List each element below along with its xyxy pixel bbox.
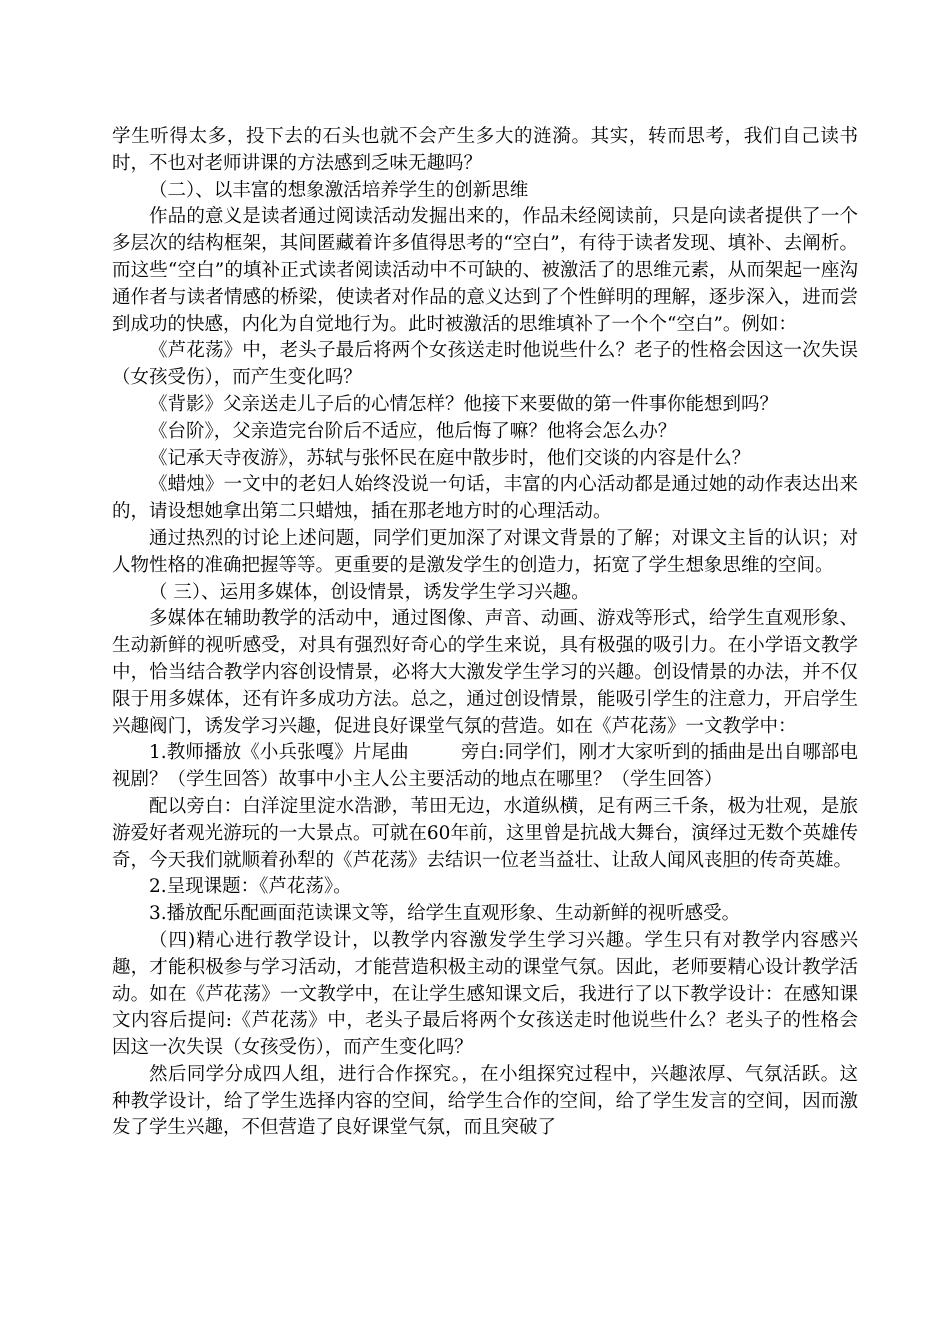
- paragraph-step-1: [112, 740, 858, 794]
- paragraph-body: 作品的意义是读者通过阅读活动发掘出来的，作品未经阅读前，只是向读者提供了一个多层次的结构框架，其间匿藏着许多值得思考的“空白”，有待于读者发现、填补、去阐析。而这些“空白”的填补正式读者阅读活动中不可缺的、被激活了的思维元素，从而架起一座沟通作者与读者情感的桥梁，使读者对作品的意义达到了个性鲜明的理解，逐步深入，进而尝到成功的快感，内化为自觉地行为。此时被激活的思维填补了一个个“空白”。例如：: [112, 206, 858, 335]
- paragraph-group-work: 然后同学分成四人组，进行合作探究。，在小组探究过程中，兴趣浓厚、气氛活跃。这种教学设计，给了学生选择内容的空间，给学生合作的空间，给了学生发言的空间，因而激发了学生兴趣，不但营造了良好课堂气氛，而且突破了: [112, 1063, 858, 1139]
- paragraph-question-taijie: 《台阶》，父亲造完台阶后不适应，他后悔了嘛？他将会怎么办？: [149, 420, 677, 442]
- paragraph-discussion: 通过热烈的讨论上述问题，同学们更加深了对课文背景的了解；对课文主旨的认识；对人物性格的准确把握等等。更重要的是激发学生的创造力，拓宽了学生想象思维的空间。: [112, 527, 858, 576]
- section-heading-2: （二）、以丰富的想象激活培养学生的创新思维: [149, 179, 529, 201]
- document-page: [112, 124, 858, 1142]
- paragraph-step-3: 3.播放配乐配画面范读课文等，给学生直观形象、生动新鲜的视听感受。: [149, 903, 741, 925]
- paragraph-design: （四)精心进行教学设计，以教学内容激发学生学习兴趣。学生只有对教学内容感兴趣，才能积极参与学习活动，才能营造积极主动的课堂气氛。因此，老师要精心设计教学活动。如在《芦花荡》一文教学中，在让学生感知课文后，我进行了以下教学设计：在感知课文内容后提问:《芦花荡》中，老头子最后将两个女孩送走时他说些什么？老头子的性格会因这一次失误（女孩受伤），而产生变化吗？: [112, 929, 858, 1059]
- paragraph-step-2: 2.呈现课题：《芦花荡》。: [149, 876, 352, 898]
- paragraph-multimedia: 多媒体在辅助教学的活动中，通过图像、声音、动画、游戏等形式，给学生直观形象、生动新鲜的视听感受，对具有强烈好奇心的学生来说，具有极强的吸引力。在小学语文教学中，恰当结合教学内容创设情景，必将大大激发学生学习的兴趣。创设情景的办法，并不仅限于用多媒体，还有许多成功方法。总之，通过创设情景，能吸引学生的注意力，开启学生兴趣阀门，诱发学习兴趣，促进良好课堂气氛的营造。如在《芦花荡》一文教学中：: [112, 608, 858, 737]
- paragraph-narration: 配以旁白：白洋淀里淀水浩渺，苇田无边，水道纵横，足有两三千条，极为壮观，是旅游爱好者观光游玩的一大景点。可就在60年前，这里曾是抗战大舞台，演绎过无数个英雄传奇，今天我们就顺着孙犁的《芦花荡》去结识一位老当益壮、让敌人闻风丧胆的传奇英雄。: [112, 795, 858, 871]
- paragraph-question-beiying: 《背影》父亲送走儿子后的心情怎样？他接下来要做的第一件事你能想到吗？: [149, 393, 779, 415]
- paragraph-question-chengtiansi: 《记承天寺夜游》，苏轼与张怀民在庭中散步时，他们交谈的内容是什么？: [149, 447, 751, 469]
- step-1-narration: 旁白:同学们，刚才大家听到的插曲是出自哪部电视剧？（学生回答）故事中小主人公主要活动的地点在哪里？（学生回答）: [112, 742, 858, 791]
- section-heading-3: （ 三）、运用多媒体，创设情景，诱发学生学习兴趣。: [149, 581, 590, 603]
- paragraph-question-luhuadang: 《芦花荡》中，老头子最后将两个女孩送走时他说些什么？老子的性格会因这一次失误（女孩受伤），而产生变化吗？: [112, 340, 858, 389]
- step-1-text: 1.教师播放《小兵张嘎》片尾曲: [149, 742, 409, 764]
- paragraph-question-lazhu: 《蜡烛》一文中的老妇人始终没说一句话，丰富的内心活动都是通过她的动作表达出来的，请设想她拿出第二只蜡烛，插在那老地方时的心理活动。: [112, 474, 858, 523]
- paragraph-continuation: 学生听得太多，投下去的石头也就不会产生多大的涟漪。其实，转而思考，我们自己读书时，不也对老师讲课的方法感到乏味无趣吗？: [112, 126, 858, 174]
